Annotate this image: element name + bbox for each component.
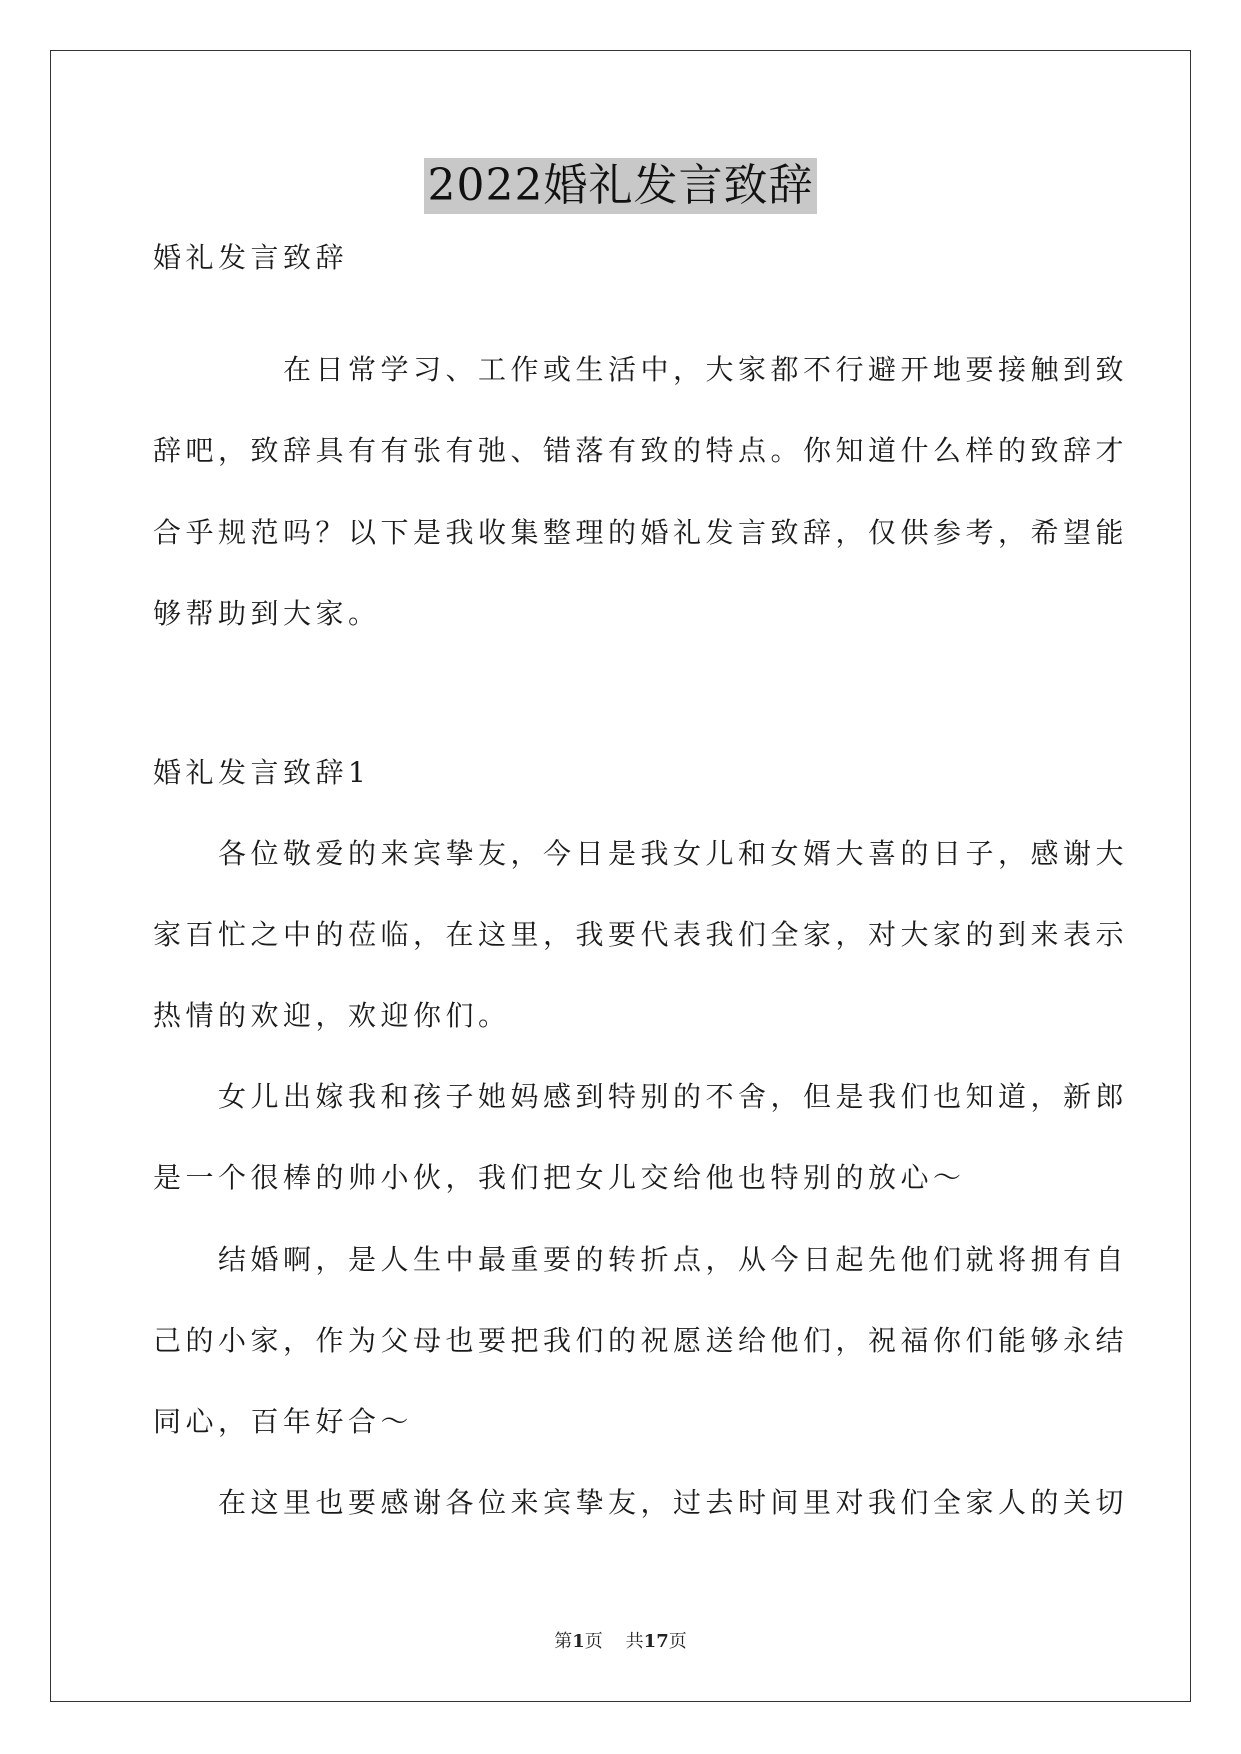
page-border — [50, 50, 1191, 1702]
document-title-block — [0, 158, 1241, 214]
section-heading: 婚礼发言致辞 — [153, 241, 349, 274]
page-suffix: 页 — [584, 1631, 603, 1652]
total-pages: 17 — [643, 1631, 669, 1652]
paragraph-line: 女儿出嫁我和孩子她妈感到特别的不舍，但是我们也知道，新郎 — [153, 1080, 1129, 1113]
total-suffix: 页 — [668, 1631, 687, 1652]
paragraph-line: 各位敬爱的来宾挚友，今日是我女儿和女婿大喜的日子，感谢大 — [153, 837, 1129, 870]
paragraph-line: 同心，百年好合～ — [153, 1405, 414, 1438]
section-heading: 婚礼发言致辞1 — [153, 756, 371, 789]
page-prefix: 第 — [554, 1631, 573, 1652]
total-prefix: 共 — [625, 1631, 644, 1652]
paragraph-line: 是一个很棒的帅小伙，我们把女儿交给他也特别的放心～ — [153, 1161, 966, 1194]
paragraph-line: 结婚啊，是人生中最重要的转折点，从今日起先他们就将拥有自 — [153, 1243, 1129, 1276]
paragraph-line: 家百忙之中的莅临，在这里，我要代表我们全家，对大家的到来表示 — [153, 918, 1129, 951]
paragraph-line: 在日常学习、工作或生活中，大家都不行避开地要接触到致 — [153, 353, 1129, 386]
page-footer — [0, 1630, 1241, 1654]
document-title: 2022婚礼发言致辞 — [424, 158, 818, 214]
paragraph-line: 在这里也要感谢各位来宾挚友，过去时间里对我们全家人的关切 — [153, 1486, 1129, 1519]
page-number: 1 — [572, 1631, 585, 1652]
paragraph-line: 己的小家，作为父母也要把我们的祝愿送给他们，祝福你们能够永结 — [153, 1324, 1129, 1357]
paragraph-line: 辞吧，致辞具有有张有弛、错落有致的特点。你知道什么样的致辞才 — [153, 434, 1129, 467]
paragraph-line: 合乎规范吗？以下是我收集整理的婚礼发言致辞，仅供参考，希望能 — [153, 516, 1129, 549]
paragraph-line: 够帮助到大家。 — [153, 597, 381, 630]
paragraph-line: 热情的欢迎，欢迎你们。 — [153, 999, 511, 1032]
